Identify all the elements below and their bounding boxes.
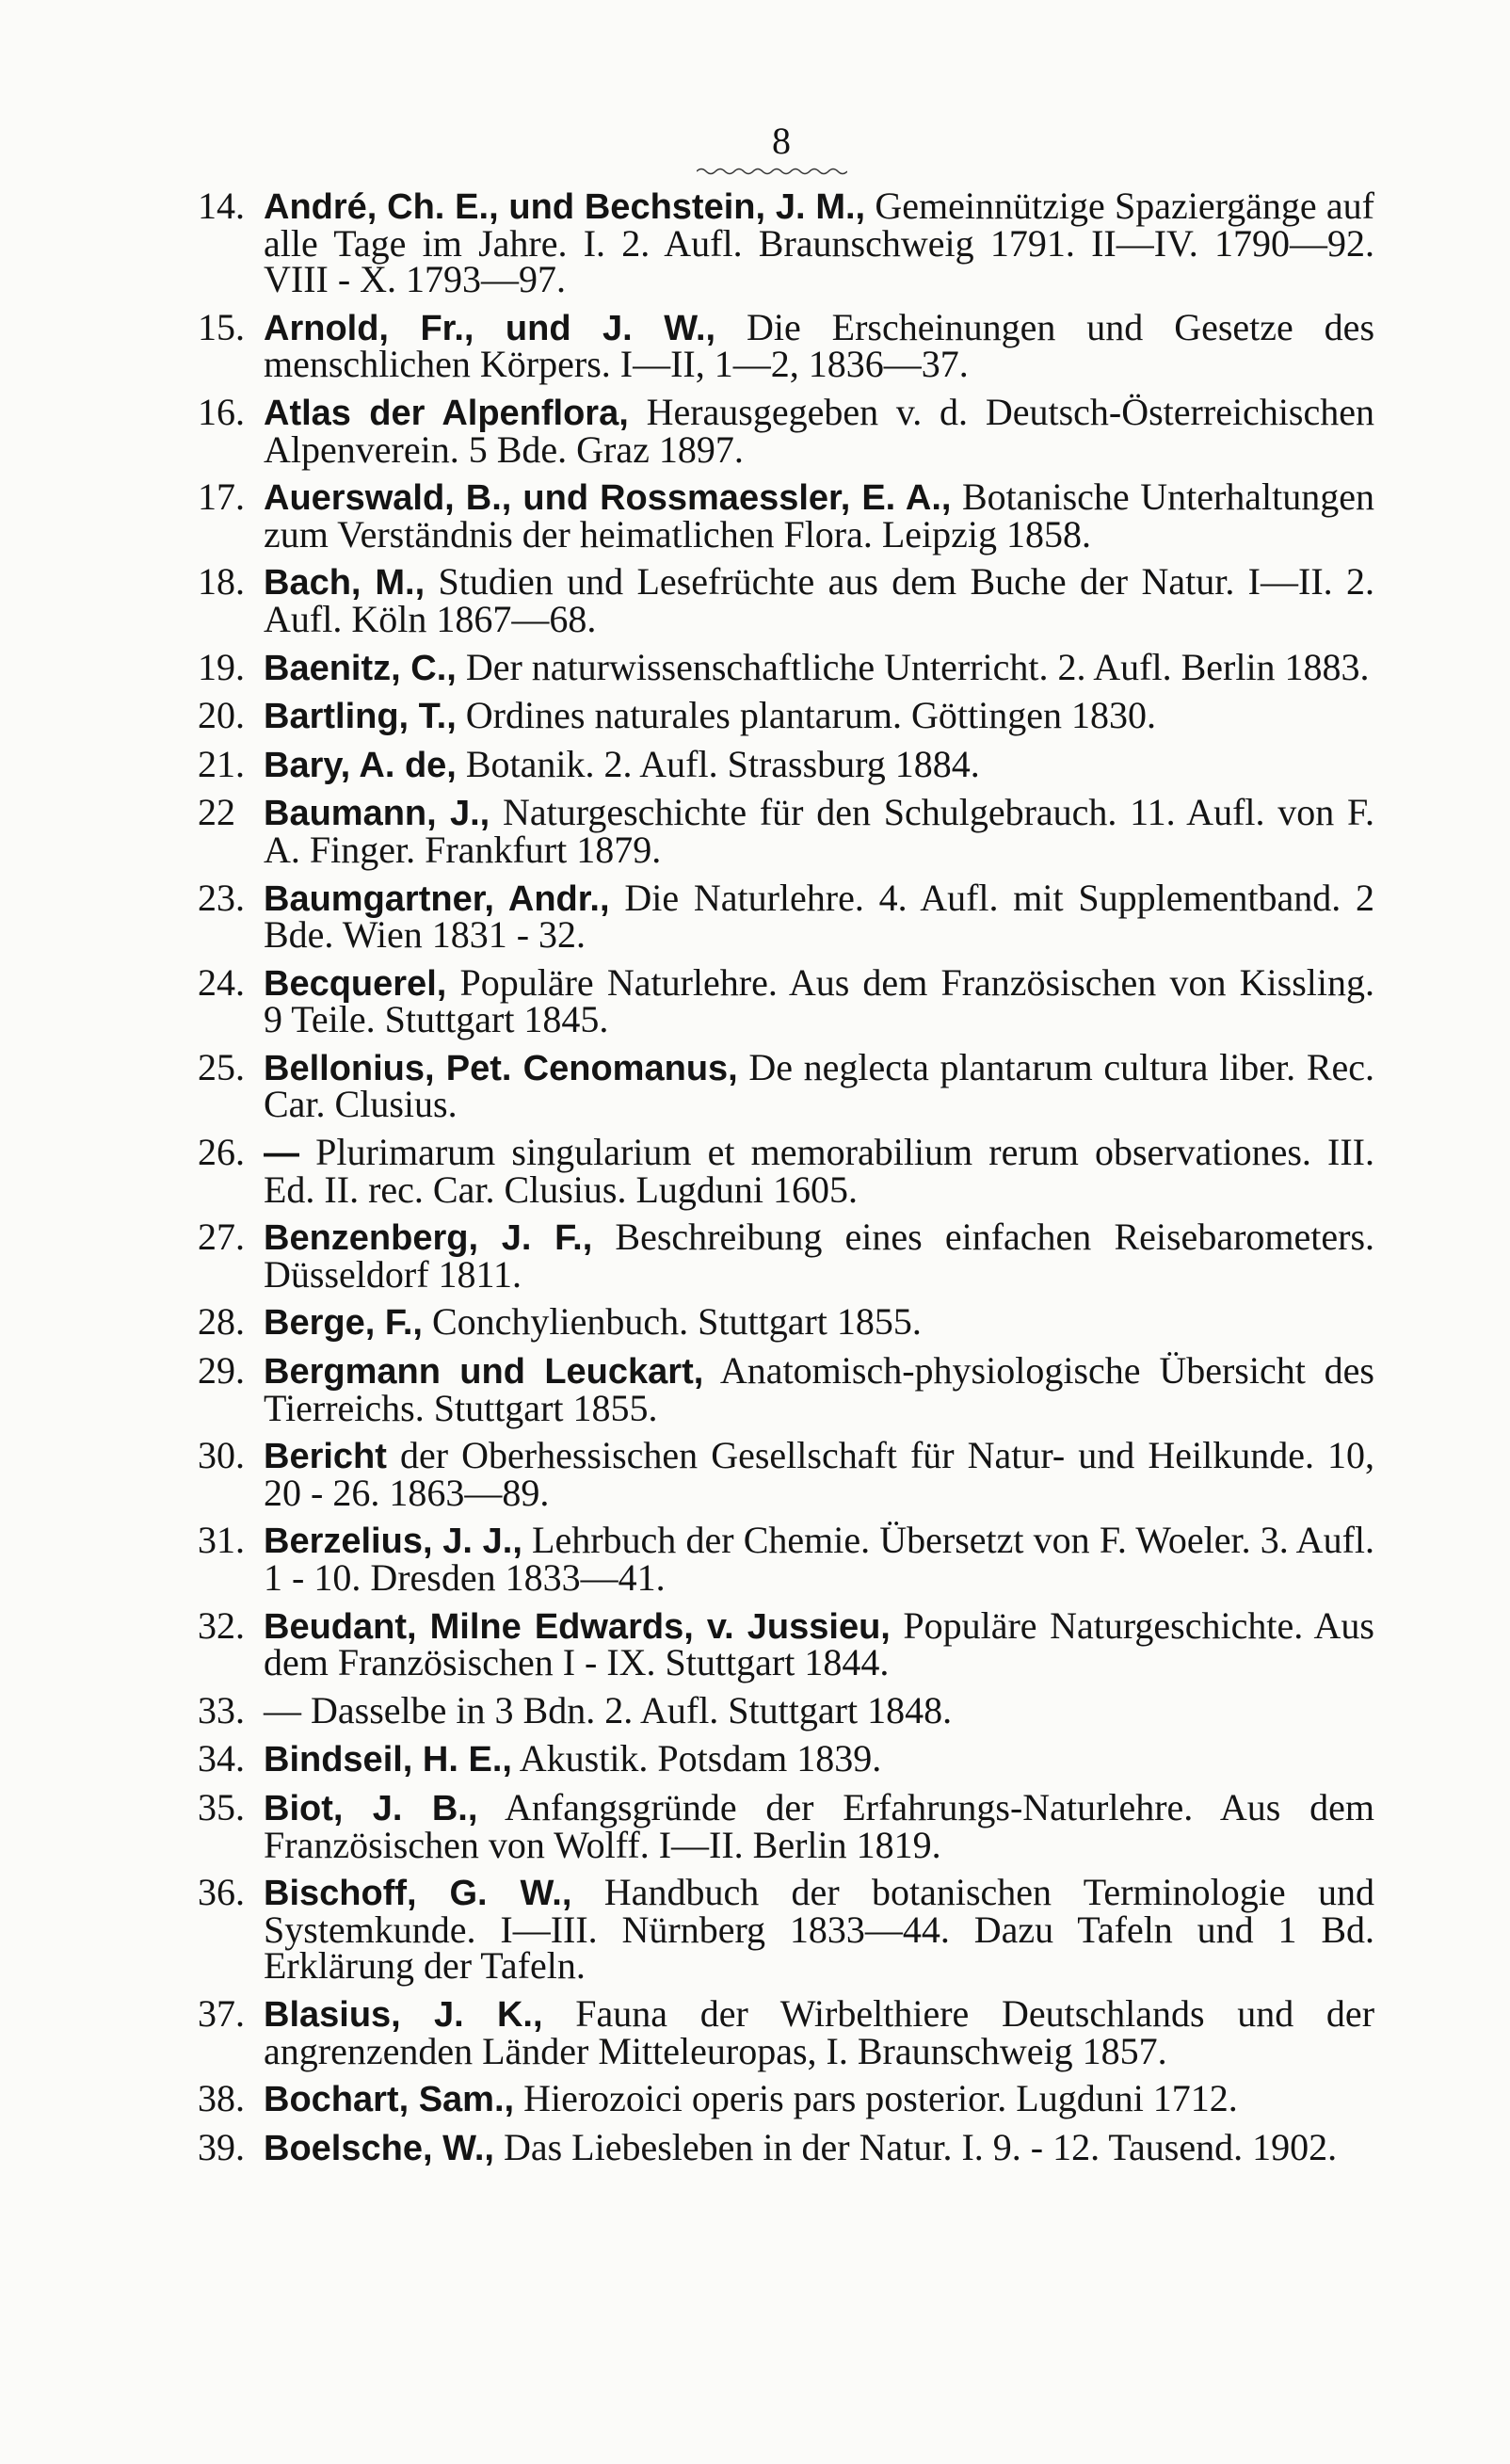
entry-number: 34. [198,1737,245,1780]
entry-number: 28. [198,1300,245,1344]
entry-text: — Dasselbe in 3 Bdn. 2. Aufl. Stuttgart 1848. [264,1688,953,1731]
bibliography-entry [198,185,1375,301]
entry-author: Baumgartner, Andr., [264,878,610,919]
entry-number: 39. [198,2125,245,2168]
bibliography-entry [198,1785,1375,1866]
bibliography-entry [198,694,1374,737]
bibliography-entry [198,1131,1374,1211]
entry-text: Anatomisch-physiologische Übersicht des Tierreichs. Stuttgart 1855. [264,1349,1375,1429]
bibliography-entry [198,475,1374,556]
bibliography-entry [198,1991,1375,2072]
entry-number: 16. [198,390,245,433]
page-number: 8 [772,120,791,162]
bibliography-entry [198,2077,1374,2120]
entry-number: 19. [198,645,245,688]
bibliography-entry [198,305,1375,386]
entry-number: 25. [198,1045,245,1088]
entry-text: Populäre Naturlehre. Aus dem Französischen von Kissling. 9 Teile. Stuttgart 1845. [264,960,1374,1041]
entry-text: Naturgeschichte für den Schulgebrauch. 11. Aufl. von F. A. Finger. Frankfurt 1879. [264,791,1375,871]
entry-text: Akustik. Potsdam 1839. [519,1737,882,1780]
entry-author: Boelsche, W., [264,2128,494,2168]
entry-number: 17. [198,475,245,519]
entry-author: Bary, A. de, [264,745,457,785]
entry-author: Becquerel, [264,963,447,1004]
entry-number: 20. [198,694,245,737]
entry-text: Das Liebesleben in der Natur. I. 9. - 12. Tausend. 1902. [503,2125,1338,2168]
entry-author: Bischoff, G. W., [264,1874,572,1914]
bibliography-entry [198,876,1375,957]
entry-text: Botanik. 2. Aufl. Strassburg 1884. [465,742,980,785]
bibliography-entry [198,742,1374,785]
bibliography-entry [198,1603,1374,1684]
entry-text: Botanische Unterhaltungen zum Verständnis der heimatlichen Flora. Leipzig 1858. [264,475,1374,556]
entry-author: Bericht [264,1437,387,1477]
entry-author: André, Ch. E., und Bechstein, J. M., [264,187,866,227]
entry-number: 15. [198,305,245,348]
entry-number: 27. [198,1216,245,1259]
entry-author: Blasius, J. K., [264,1994,543,2035]
bibliography-entry [198,560,1375,640]
entry-text: Hierozoici operis pars posterior. Lugduni 1712. [523,2077,1238,2120]
entry-text: Gemeinnützige Spaziergänge auf alle Tage im Jahre. I. 2. Aufl. Braunschweig 1791. II—IV. 1790—92. VIII - X. 1793—97. [264,185,1375,301]
bibliography-entry [198,1519,1375,1599]
entry-number: 33. [198,1688,245,1731]
entry-author: Bindseil, H. E., [264,1740,512,1780]
bibliography-entry [198,1216,1375,1296]
bibliography-entry [198,645,1374,688]
bibliography-entry [198,1349,1375,1429]
entry-number: 37. [198,1991,245,2035]
bibliography-entry [198,1300,1374,1344]
entry-text: Beschreibung eines einfachen Reisebarometers. Düsseldorf 1811. [264,1216,1375,1296]
entry-number: 30. [198,1434,245,1477]
entry-author: — [264,1134,299,1174]
entry-author: Bellonius, Pet. Cenomanus, [264,1048,738,1088]
entry-number: 24. [198,960,245,1004]
entry-text: Conchylienbuch. Stuttgart 1855. [431,1300,922,1344]
bibliography-entry [198,1688,1374,1731]
bibliography-entry [198,1737,1374,1780]
entry-author: Arnold, Fr., und J. W., [264,308,716,348]
entry-author: Auerswald, B., und Rossmaessler, E. A., [264,478,952,519]
wavy-ornament-icon [697,167,847,176]
entry-number: 38. [198,2077,245,2120]
entry-author: Benzenberg, J. F., [264,1218,593,1259]
entry-author: Atlas der Alpenflora, [264,393,629,433]
entry-author: Berzelius, J. J., [264,1522,522,1562]
entry-author: Berge, F., [264,1303,423,1344]
entry-author: Bergmann und Leuckart, [264,1352,704,1393]
entry-number: 35. [198,1785,245,1828]
entry-author: Bach, M., [264,563,426,604]
entry-author: Beudant, Milne Edwards, v. Jussieu, [264,1606,891,1647]
entry-text: Herausgegeben v. d. Deutsch-Österreichischen Alpenverein. 5 Bde. Graz 1897. [264,390,1374,471]
entry-author: Baenitz, C., [264,648,457,688]
entry-text: Lehrbuch der Chemie. Übersetzt von F. Woeler. 3. Aufl. 1 - 10. Dresden 1833—41. [264,1519,1375,1599]
entry-text: der Oberhessischen Gesellschaft für Natur- und Heilkunde. 10, 20 - 26. 1863—89. [264,1434,1374,1514]
entry-text: Ordines naturales plantarum. Göttingen 1830. [465,694,1156,737]
entry-number: 22 [198,791,235,834]
bibliography-entry [198,1871,1374,1988]
bibliography-entry [198,1434,1374,1514]
entry-number: 23. [198,876,245,919]
entry-text: Handbuch der botanischen Terminologie und Systemkunde. I—III. Nürnberg 1833—44. Dazu Tafeln und 1 Bd. Erklärung der Tafeln. [264,1871,1374,1988]
entry-text: Die Erscheinungen und Gesetze des menschlichen Körpers. I—II, 1—2, 1836—37. [264,305,1375,386]
entry-number: 31. [198,1519,245,1562]
entry-author: Baumann, J., [264,794,490,834]
entry-author: Bochart, Sam., [264,2080,515,2120]
bibliography-entry [198,2125,1374,2168]
entry-text: Fauna der Wirbelthiere Deutschlands und der angrenzenden Länder Mitteleuropas, I. Braunschweig 1857. [264,1991,1375,2072]
bibliography-entry [198,791,1375,871]
bibliography-list [198,185,1375,2178]
bibliography-entry [198,1045,1375,1126]
entry-text: Anfangsgründe der Erfahrungs-Naturlehre. Aus dem Französischen von Wolff. I—II. Berlin 1819. [264,1785,1375,1866]
entry-number: 18. [198,560,245,604]
entry-number: 32. [198,1603,245,1647]
entry-number: 14. [198,185,245,227]
entry-author: Biot, J. B., [264,1788,478,1828]
entry-text: De neglecta plantarum cultura liber. Rec. Car. Clusius. [264,1045,1375,1126]
entry-number: 21. [198,742,245,785]
entry-number: 26. [198,1131,245,1174]
entry-author: Bartling, T., [264,697,457,737]
entry-text: Studien und Lesefrüchte aus dem Buche der Natur. I—II. 2. Aufl. Köln 1867—68. [264,560,1375,640]
bibliography-entry [198,960,1374,1041]
entry-text: Plurimarum singularium et memorabilium rerum observationes. III. Ed. II. rec. Car. Clusius. Lugduni 1605. [264,1131,1374,1211]
entry-number: 36. [198,1871,245,1914]
entry-text: Der naturwissenschaftliche Unterricht. 2. Aufl. Berlin 1883. [465,645,1370,688]
bibliography-entry [198,390,1374,471]
entry-text: Populäre Naturgeschichte. Aus dem Französischen I - IX. Stuttgart 1844. [264,1603,1374,1684]
entry-number: 29. [198,1349,245,1393]
entry-text: Die Naturlehre. 4. Aufl. mit Supplementband. 2 Bde. Wien 1831 - 32. [264,876,1375,957]
